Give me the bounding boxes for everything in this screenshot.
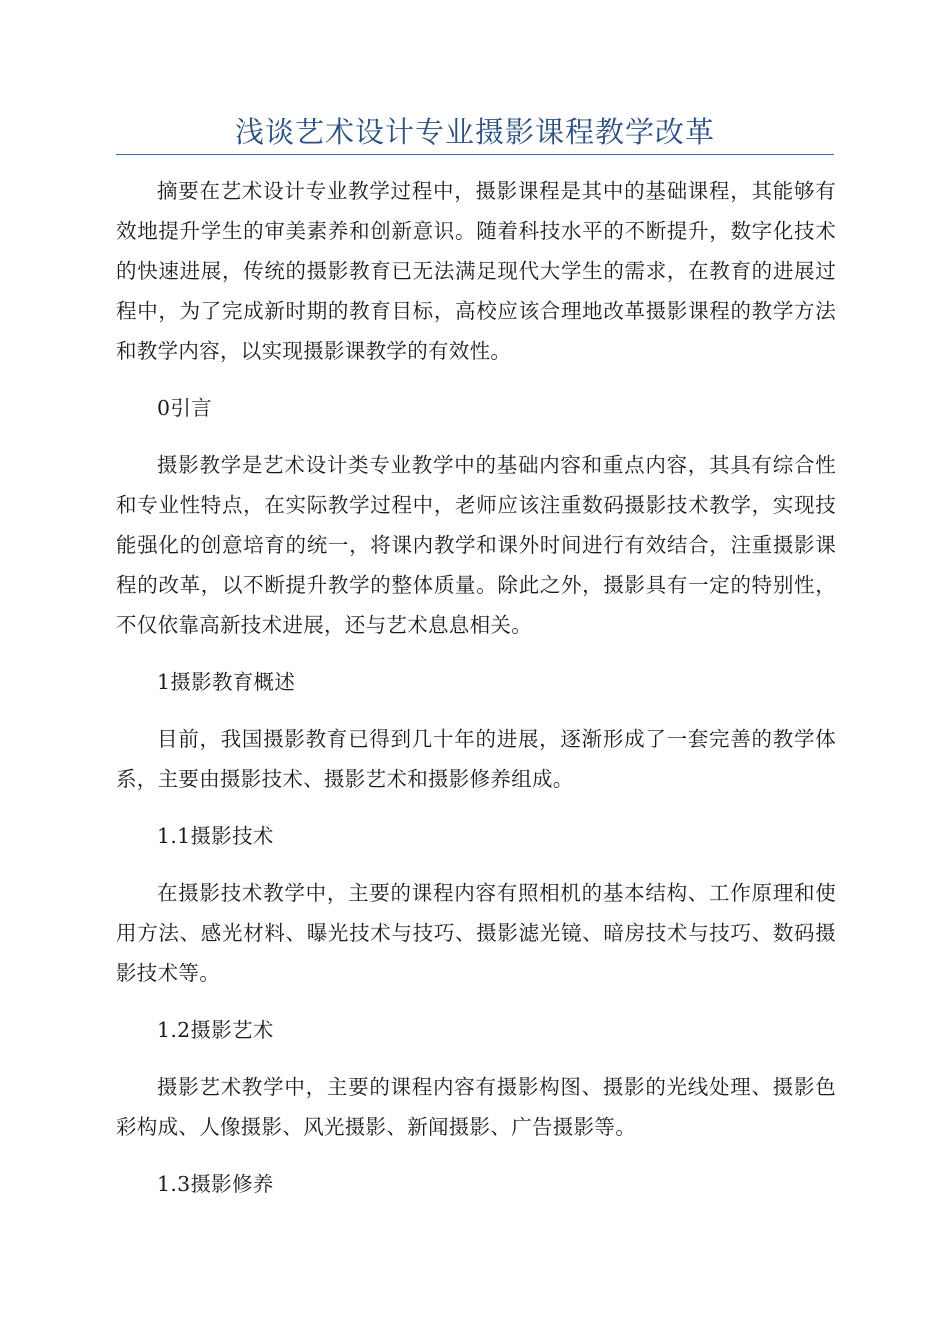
- section-heading-1-3: 1.3摄影修养: [157, 1172, 274, 1196]
- document-body: [116, 171, 836, 1221]
- document-title: 浅谈艺术设计专业摄影课程教学改革: [234, 115, 715, 149]
- body-paragraph: 目前，我国摄影教育已得到几十年的进展，逐渐形成了一套完善的教学体系，主要由摄影技术、摄影艺术和摄影修养组成。: [116, 727, 836, 791]
- section-heading-intro: 0引言: [157, 396, 212, 420]
- abstract-paragraph: 摘要在艺术设计专业教学过程中，摄影课程是其中的基础课程，其能够有效地提升学生的审美素养和创新意识。随着科技水平的不断提升，数字化技术的快速进展，传统的摄影教育已无法满足现代大学生的需求，在教育的进展过程中，为了完成新时期的教育目标，高校应该合理地改革摄影课程的教学方法和教学内容，以实现摄影课教学的有效性。: [116, 179, 836, 363]
- body-paragraph: 摄影艺术教学中，主要的课程内容有摄影构图、摄影的光线处理、摄影色彩构成、人像摄影、风光摄影、新闻摄影、广告摄影等。: [116, 1075, 836, 1139]
- title-underline: [116, 154, 834, 155]
- body-paragraph: 在摄影技术教学中，主要的课程内容有照相机的基本结构、工作原理和使用方法、感光材料、曝光技术与技巧、摄影滤光镜、暗房技术与技巧、数码摄影技术等。: [116, 881, 836, 985]
- section-heading-1-2: 1.2摄影艺术: [157, 1018, 274, 1042]
- section-heading-1: 1摄影教育概述: [157, 670, 296, 694]
- section-heading-1-1: 1.1摄影技术: [157, 824, 274, 848]
- body-paragraph: 摄影教学是艺术设计类专业教学中的基础内容和重点内容，其具有综合性和专业性特点，在实际教学过程中，老师应该注重数码摄影技术教学，实现技能强化的创意培育的统一，将课内教学和课外时间进行有效结合，注重摄影课程的改革，以不断提升教学的整体质量。除此之外，摄影具有一定的特别性，不仅依靠高新技术进展，还与艺术息息相关。: [116, 453, 836, 637]
